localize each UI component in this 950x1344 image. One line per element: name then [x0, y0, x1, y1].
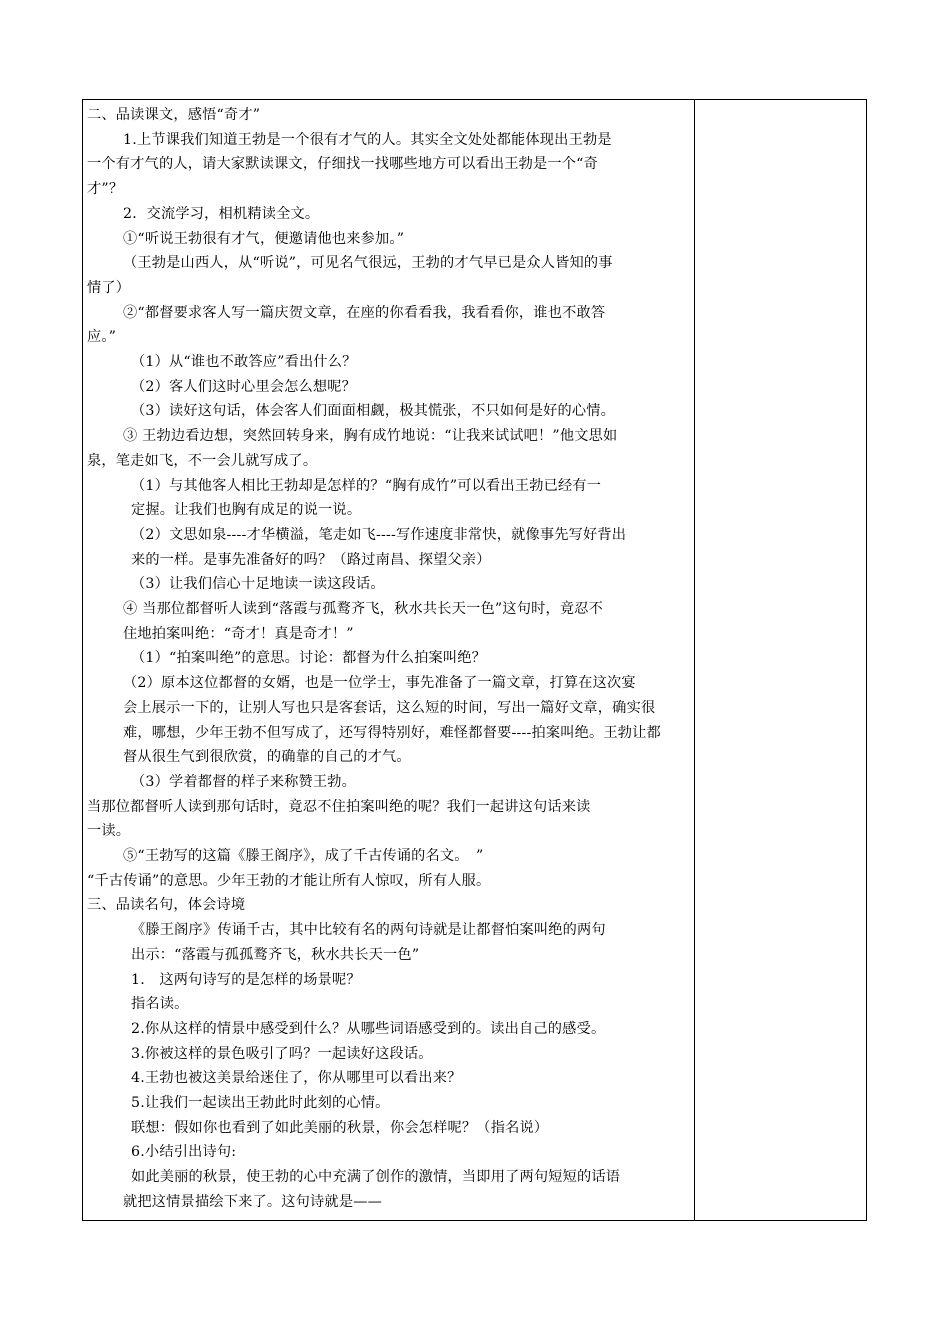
text-line: （王勃是山西人，从“听说”，可见名气很远，王勃的才气早已是众人皆知的事	[123, 255, 613, 272]
text-line: 住地拍案叫绝：“奇才！真是奇才！”	[123, 625, 354, 642]
text-line: 应。”	[87, 329, 117, 346]
text-line: 来的一样。是事先准备好的吗？（路过南昌、探望父亲）	[131, 551, 491, 568]
text-line: 1.上节课我们知道王勃是一个很有才气的人。其实全文处处都能体现出王勃是	[123, 131, 612, 148]
text-line: （1）“拍案叫绝”的意思。讨论：都督为什么拍案叫绝？	[131, 650, 487, 667]
text-line: （3）读好这句话，体会客人们面面相觑，极其慌张，不只如何是好的心情。	[131, 403, 616, 420]
text-line: （3）让我们信心十足地读一读这段话。	[131, 576, 385, 593]
text-line: 就把这情景描绘下来了。这句诗就是——	[123, 1193, 382, 1210]
text-line: （1）与其他客人相比王勃却是怎样的？“胸有成竹”可以看出王勃已经有一	[131, 477, 602, 494]
text-line: 指名读。	[131, 996, 189, 1013]
text-line: 6.小结引出诗句:	[131, 1144, 237, 1161]
lesson-plan-table	[82, 99, 867, 1221]
text-line: （2）文思如泉----才华横溢，笔走如飞----写作速度非常快，就像事先写好背出	[131, 526, 627, 543]
text-line: 会上展示一下的，让别人写也只是客套话，这么短的时间，写出一篇好文章，确实很	[123, 699, 656, 716]
text-line: 二、品读课文，感悟“奇才”	[87, 107, 261, 123]
text-line: ②“都督要求客人写一篇庆贺文章，在座的你看看我，我看看你，谁也不敢答	[123, 304, 606, 321]
text-line: 泉，笔走如飞，不一会儿就写成了。	[87, 452, 318, 469]
text-line: 2.你从这样的情景中感受到什么？从哪些词语感受到的。读出自己的感受。	[131, 1020, 606, 1037]
text-line: 《滕王阁序》传诵千古，其中比较有名的两句诗就是让都督怕案叫绝的两句	[131, 922, 606, 939]
text-line: 难，哪想，少年王勃不但写成了，还写得特别好，难怪都督要----拍案叫绝。王勃让都	[123, 724, 661, 741]
text-line: 如此美丽的秋景，使王勃的心中充满了创作的激情，当即用了两句短短的话语	[131, 1169, 621, 1186]
text-line: （2）原本这位都督的女婿，也是一位学士，事先准备了一篇文章，打算在这次宴	[123, 675, 636, 692]
text-line: 当那位都督听人读到那句话时，竟忍不住拍案叫绝的呢？我们一起讲这句话来读	[87, 798, 591, 815]
text-line: 5.让我们一起读出王勃此时此刻的心情。	[131, 1095, 390, 1111]
text-line: 出示：“落霞与孤孤鹜齐飞，秋水共长天一色”	[131, 946, 420, 963]
text-line: 才”？	[87, 181, 124, 198]
text-line: 一个有才气的人，请大家默读课文，仔细找一找哪些地方可以看出王勃是一个“奇	[87, 156, 599, 173]
text-line: 三、品读名句，体会诗境	[87, 897, 246, 914]
text-line: ③ 王勃边看边想，突然回转身来，胸有成竹地说：“让我来试试吧！”他文思如	[123, 428, 618, 445]
text-line: 3.你被这样的景色吸引了吗？一起读好这段话。	[131, 1045, 433, 1062]
text-line: 2．交流学习，相机精读全文。	[123, 205, 320, 222]
text-line: 督从很生气到很欣赏，的确靠的自己的才气。	[123, 749, 411, 766]
text-line: 1. 这两句诗写的是怎样的场景呢？	[131, 971, 361, 988]
text-line: （2）客人们这时心里会怎么想呢？	[131, 378, 357, 395]
text-line: 4.王勃也被这美景给迷住了，你从哪里可以看出来？	[131, 1070, 462, 1087]
text-line: ④ 当那位都督听人读到“落霞与孤鹜齐飞，秋水共长天一色”这句时，竟忍不	[123, 601, 604, 617]
text-line: 定握。让我们也胸有成足的说一说。	[131, 502, 362, 519]
text-line: ⑤“王勃写的这篇《滕王阁序》，成了千古传诵的名文。 ”	[123, 848, 484, 864]
text-line: “千古传诵”的意思。少年王勃的才能让所有人惊叹，所有人服。	[87, 872, 491, 889]
text-line: 一读。	[87, 823, 131, 840]
text-line: （3）学着都督的样子来称赞王勃。	[131, 773, 357, 790]
text-line: ①“听说王勃很有才气，便邀请他也来参加。”	[123, 230, 405, 247]
text-line: 情了）	[87, 279, 131, 296]
notes-cell	[695, 100, 866, 1220]
text-line: （1）从“谁也不敢答应”看出什么？	[131, 354, 357, 370]
text-line: 联想：假如你也看到了如此美丽的秋景，你会怎样呢？（指名说）	[131, 1119, 549, 1136]
